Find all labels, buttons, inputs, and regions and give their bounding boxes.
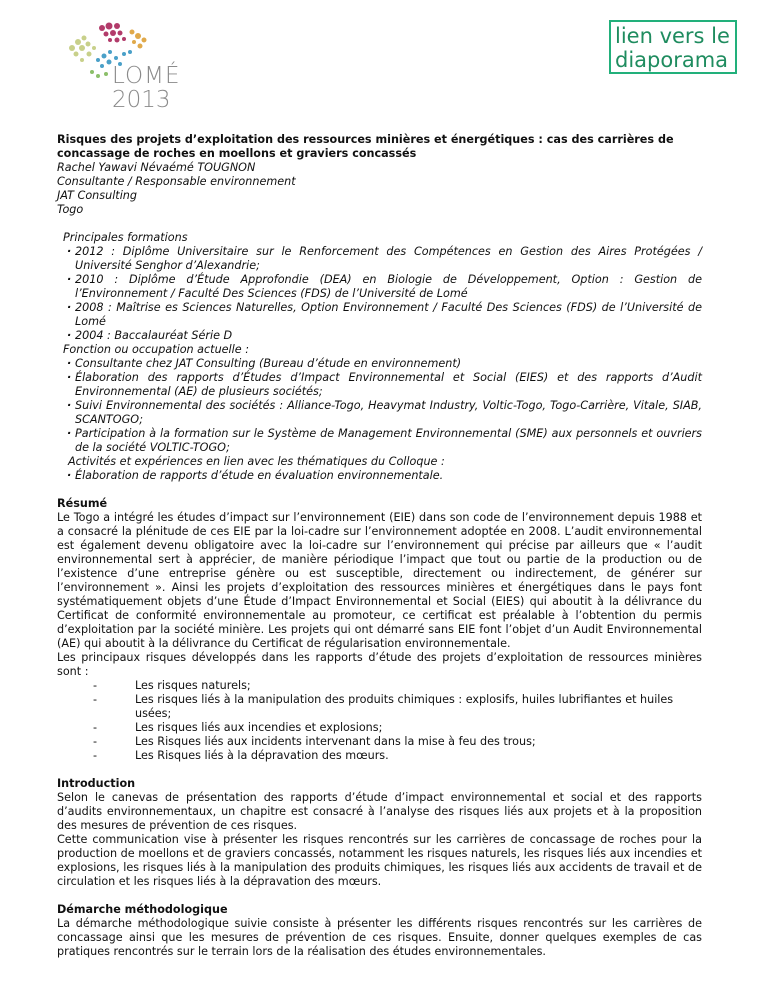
logo-year: 2013 xyxy=(112,87,171,113)
risk-item: - Les Risques liés à la dépravation des mœurs. xyxy=(57,749,702,763)
activite-item: · Élaboration de rapports d’étude en évaluation environnementale. xyxy=(63,469,702,483)
author-role: Consultante / Responsable environnement xyxy=(57,175,296,188)
introduction-heading: Introduction xyxy=(57,777,136,790)
activites-heading: Activités et expériences en lien avec les thématiques du Colloque : xyxy=(68,455,445,468)
formation-item: · 2004 : Baccalauréat Série D xyxy=(63,329,702,343)
introduction-section xyxy=(57,777,702,889)
introduction-paragraph: Cette communication vise à présenter les risques rencontrés sur les carrières de concassage de roches pour la production de moellons et de graviers concassés, notamment les risques naturels, les risques liés aux incendies et explosions, les risques liés à la manipulation des produits chimiques, les risques liés aux accidents de travail et de circulation et les risques liés à la dépravation des mœurs. xyxy=(57,833,702,888)
author-company: JAT Consulting xyxy=(57,189,137,202)
fonction-item: · Consultante chez JAT Consulting (Bureau d’étude en environnement) xyxy=(63,357,702,371)
resume-paragraph: Les principaux risques développés dans les rapports d’étude des projets d’exploitation de ressources minières sont : xyxy=(57,651,702,678)
risk-item: - Les risques liés aux incendies et explosions; xyxy=(57,721,702,735)
logo-city: LOMÉ xyxy=(112,63,181,89)
resume-section xyxy=(57,497,702,763)
diaporama-link[interactable]: lien vers le diaporama xyxy=(609,20,737,74)
formations-heading: Principales formations xyxy=(63,231,188,244)
demarche-section xyxy=(57,903,702,959)
formation-item: · 2008 : Maîtrise es Sciences Naturelles, Option Environnement / Faculté Des Sciences (FDS) de l’Université de Lomé xyxy=(63,301,702,329)
author-name: Rachel Yawavi Névaémé TOUGNON xyxy=(57,161,256,174)
risk-item: - Les risques liés à la manipulation des produits chimiques : explosifs, huiles lubrifiantes et huiles usées; xyxy=(57,693,702,721)
document-title: Risques des projets d’exploitation des ressources minières et énergétiques : cas des carrières de concassage de roches en moellons et graviers concassés xyxy=(57,133,674,160)
document-body xyxy=(57,133,702,959)
resume-heading: Résumé xyxy=(57,497,108,510)
formation-item: · 2012 : Diplôme Universitaire sur le Renforcement des Compétences en Gestion des Aires Protégées / Université Senghor d’Alexandrie; xyxy=(63,245,702,273)
demarche-paragraph: La démarche méthodologique suivie consiste à présenter les différents risques rencontrés sur les carrières de concassage ainsi que les mesures de prévention de ces risques. Ensuite, donner quelques exemples de cas pratiques rencontrés sur le terrain lors de la réalisation des études environnementales. xyxy=(57,917,702,958)
author-country: Togo xyxy=(57,203,84,216)
formation-item: · 2010 : Diplôme d’Étude Approfondie (DEA) en Biologie de Développement, Option : Gestion de l’Environnement / Faculté Des Sciences (FDS) de l’Université de Lomé xyxy=(63,273,702,301)
cv-section xyxy=(57,231,702,483)
resume-paragraph: Le Togo a intégré les études d’impact sur l’environnement (EIE) dans son code de l’environnement depuis 1988 et a consacré la plénitude de ces EIE par la loi-cadre sur l’environnement adoptée en 2008. L’audit environnemental est également devenu obligatoire avec la loi-cadre sur l’environnement qui précise par ailleurs que « l’audit environnemental sert à apprécier, de manière périodique l’impact que tout ou partie de la production ou de l’existence d’une entreprise génère ou est susceptible, directement ou indirectement, de générer sur l’environnement ». Ainsi les projets d’exploitation des ressources minières et énergétiques dans le pays font systématiquement objets d’une Étude d’Impact Environnemental et Social (EIES) qui aboutit à la délivrance du Certificat de conformité environnementale au promoteur, ce certificat est préalable à l’obtention du permis d’exploitation par la société minière. Les projets qui ont démarré sans EIE font l’objet d’un Audit Environnemental (AE) qui aboutit à la délivrance du Certificat de régularisation environnementale. xyxy=(57,511,702,650)
fonction-item: · Suivi Environnemental des sociétés : Alliance-Togo, Heavymat Industry, Voltic-Togo, Togo-Carrière, Vitale, SIAB, SCANTOGO; xyxy=(63,399,702,427)
risk-item: - Les Risques liés aux incidents intervenant dans la mise à feu des trous; xyxy=(57,735,702,749)
fonction-heading: Fonction ou occupation actuelle : xyxy=(63,343,249,356)
demarche-heading: Démarche méthodologique xyxy=(57,903,228,916)
risk-item: - Les risques naturels; xyxy=(57,679,702,693)
introduction-paragraph: Selon le canevas de présentation des rapports d’étude d’impact environnemental et social et des rapports d’audits environnementaux, un chapitre est consacré à l’analyse des risques liés aux projets et à la proposition des mesures de prévention de ces risques. xyxy=(57,791,702,832)
fonction-item: · Participation à la formation sur le Système de Management Environnemental (SME) aux personnels et ouvriers de la société VOLTIC-TOGO; xyxy=(63,427,702,455)
fonction-item: · Élaboration des rapports d’Études d’Impact Environnemental et Social (EIES) et des rapports d’Audit Environnemental (AE) de plusieurs sociétés; xyxy=(63,371,702,399)
